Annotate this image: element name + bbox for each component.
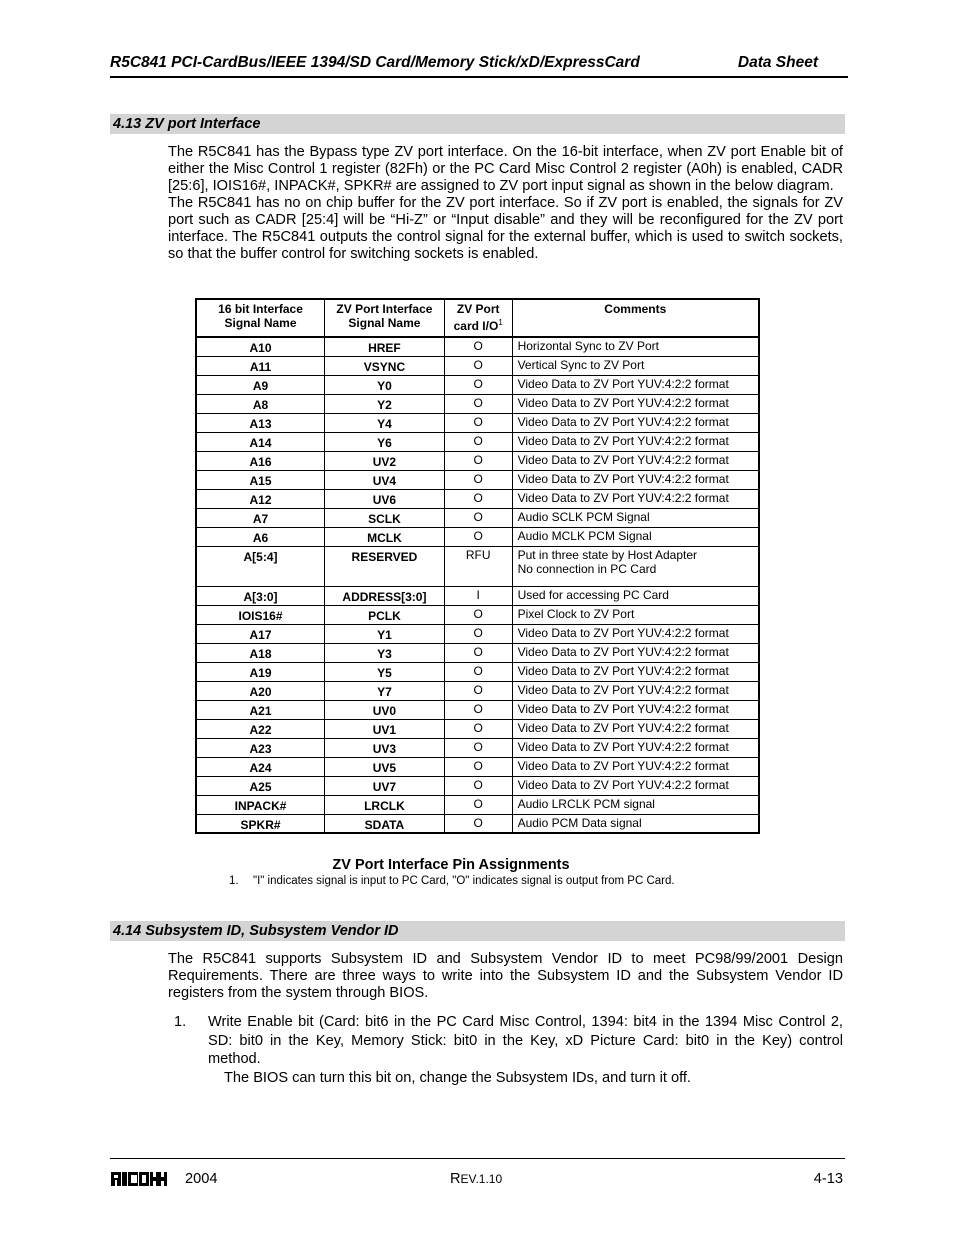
comment-cell: Audio MCLK PCM Signal [512, 527, 759, 546]
table-row [196, 508, 759, 527]
list-item-note: The BIOS can turn this bit on, change the Subsystem IDs, and turn it off. [224, 1069, 691, 1086]
io-cell: O [444, 700, 512, 719]
zv-signal-cell: UV6 [325, 489, 445, 508]
signal-16bit-cell: A8 [196, 394, 325, 413]
comment-cell: Video Data to ZV Port YUV:4:2:2 format [512, 719, 759, 738]
comment-cell: Video Data to ZV Port YUV:4:2:2 format [512, 413, 759, 432]
column-header: ZV Port card I/O$^1$ [444, 299, 512, 337]
comment-cell: Video Data to ZV Port YUV:4:2:2 format [512, 738, 759, 757]
zv-signal-cell: PCLK [325, 605, 445, 624]
zv-signal-cell: Y3 [325, 643, 445, 662]
signal-16bit-cell: A20 [196, 681, 325, 700]
comment-cell: Video Data to ZV Port YUV:4:2:2 format [512, 451, 759, 470]
signal-16bit-cell: A[3:0] [196, 586, 325, 605]
paragraph: The R5C841 has the Bypass type ZV port interface. On the 16-bit interface, when ZV port Enable bit of either the Misc Control 1 register (82Fh) or the PC Card Misc Control 2 register (A0h) is enabled, CADR [25:6], IOIS16#, INPACK#, SPKR# are assigned to ZV port input signal as shown in the below diagram. [168, 144, 843, 194]
zv-signal-cell: UV3 [325, 738, 445, 757]
comment-cell: Video Data to ZV Port YUV:4:2:2 format [512, 700, 759, 719]
paragraph: The R5C841 has no on chip buffer for the ZV port interface. So if ZV port is enabled, the signals for ZV port such as CADR [25:4] will be “Hi-Z” or “Input disable” and they will be reconfigured for the ZV port interface. The R5C841 outputs the control signal for the external buffer, which is used to switch sockets, so that the buffer control for switching sockets is enabled. [168, 195, 843, 262]
signal-16bit-cell: A15 [196, 470, 325, 489]
io-cell: O [444, 508, 512, 527]
table-row [196, 394, 759, 413]
table-row [196, 586, 759, 605]
table-row [196, 546, 759, 586]
io-cell: O [444, 470, 512, 489]
zv-signal-cell: Y2 [325, 394, 445, 413]
list-number: 1. [174, 1014, 187, 1030]
footer-year: 2004 [185, 1171, 218, 1187]
io-cell: O [444, 757, 512, 776]
comment-cell: Video Data to ZV Port YUV:4:2:2 format [512, 470, 759, 489]
zv-signal-cell: UV1 [325, 719, 445, 738]
ricoh-logo [110, 1171, 168, 1187]
comment-cell: Used for accessing PC Card [512, 586, 759, 605]
zv-signal-cell: LRCLK [325, 795, 445, 814]
comment-cell: Video Data to ZV Port YUV:4:2:2 format [512, 681, 759, 700]
io-cell: O [444, 451, 512, 470]
signal-16bit-cell: A7 [196, 508, 325, 527]
table-row [196, 776, 759, 795]
column-header: Comments [512, 299, 759, 337]
zv-signal-cell: RESERVED [325, 546, 445, 586]
zv-port-pin-table [195, 298, 760, 834]
signal-16bit-cell: A12 [196, 489, 325, 508]
document-type: Data Sheet [737, 54, 818, 71]
numbered-list [174, 1013, 843, 1087]
io-cell: O [444, 489, 512, 508]
signal-16bit-cell: A24 [196, 757, 325, 776]
zv-signal-cell: ADDRESS[3:0] [325, 586, 445, 605]
zv-signal-cell: HREF [325, 337, 445, 356]
comment-cell: Audio PCM Data signal [512, 814, 759, 833]
section-4-14-body [168, 951, 843, 1002]
signal-16bit-cell: A14 [196, 432, 325, 451]
io-cell: O [444, 605, 512, 624]
io-cell: RFU [444, 546, 512, 586]
signal-16bit-cell: A18 [196, 643, 325, 662]
table-row [196, 662, 759, 681]
io-cell: O [444, 795, 512, 814]
comment-cell: Video Data to ZV Port YUV:4:2:2 format [512, 394, 759, 413]
table-row [196, 738, 759, 757]
zv-signal-cell: Y4 [325, 413, 445, 432]
io-cell: O [444, 776, 512, 795]
signal-16bit-cell: A10 [196, 337, 325, 356]
io-cell: O [444, 624, 512, 643]
zv-signal-cell: SDATA [325, 814, 445, 833]
zv-signal-cell: Y6 [325, 432, 445, 451]
comment-cell: Horizontal Sync to ZV Port [512, 337, 759, 356]
section-heading-4-14: 4.14 Subsystem ID, Subsystem Vendor ID [110, 921, 845, 941]
zv-signal-cell: UV2 [325, 451, 445, 470]
io-cell: O [444, 719, 512, 738]
comment-cell: Put in three state by Host Adapter No connection in PC Card [512, 546, 759, 586]
table-row [196, 489, 759, 508]
signal-16bit-cell: IOIS16# [196, 605, 325, 624]
io-cell: O [444, 662, 512, 681]
zv-signal-cell: VSYNC [325, 356, 445, 375]
comment-cell: Video Data to ZV Port YUV:4:2:2 format [512, 489, 759, 508]
io-cell: O [444, 814, 512, 833]
io-cell: O [444, 681, 512, 700]
section-4-13-body [168, 144, 843, 263]
zv-signal-cell: Y0 [325, 375, 445, 394]
zv-signal-cell: UV5 [325, 757, 445, 776]
comment-cell: Audio SCLK PCM Signal [512, 508, 759, 527]
page-header [110, 54, 848, 78]
section-heading-4-13: 4.13 ZV port Interface [110, 114, 845, 134]
table-row [196, 356, 759, 375]
signal-16bit-cell: A9 [196, 375, 325, 394]
comment-cell: Pixel Clock to ZV Port [512, 605, 759, 624]
table-row [196, 700, 759, 719]
column-header: ZV Port Interface Signal Name [325, 299, 445, 337]
signal-16bit-cell: A13 [196, 413, 325, 432]
table-row [196, 605, 759, 624]
table-caption: ZV Port Interface Pin Assignments [332, 857, 570, 873]
table-row [196, 375, 759, 394]
io-cell: O [444, 356, 512, 375]
io-cell: O [444, 643, 512, 662]
table-row [196, 470, 759, 489]
comment-cell: Video Data to ZV Port YUV:4:2:2 format [512, 757, 759, 776]
table-row [196, 757, 759, 776]
signal-16bit-cell: A21 [196, 700, 325, 719]
document-title: R5C841 PCI-CardBus/IEEE 1394/SD Card/Memory Stick/xD/ExpressCard [110, 54, 640, 71]
signal-16bit-cell: A6 [196, 527, 325, 546]
paragraph: The R5C841 supports Subsystem ID and Subsystem Vendor ID to meet PC98/99/2001 Design Requirements. There are three ways to write into the Subsystem ID and the Subsystem Vendor ID registers from the system through BIOS. [168, 951, 843, 1001]
column-header: 16 bit Interface Signal Name [196, 299, 325, 337]
comment-cell: Video Data to ZV Port YUV:4:2:2 format [512, 375, 759, 394]
table-row [196, 814, 759, 833]
zv-signal-cell: UV4 [325, 470, 445, 489]
io-cell: I [444, 586, 512, 605]
comment-cell: Video Data to ZV Port YUV:4:2:2 format [512, 662, 759, 681]
zv-signal-cell: SCLK [325, 508, 445, 527]
table-row [196, 643, 759, 662]
zv-signal-cell: Y1 [325, 624, 445, 643]
page-number: 4-13 [813, 1171, 843, 1187]
signal-16bit-cell: A25 [196, 776, 325, 795]
io-cell: O [444, 527, 512, 546]
io-cell: O [444, 738, 512, 757]
table-row [196, 527, 759, 546]
signal-16bit-cell: A22 [196, 719, 325, 738]
table-row [196, 681, 759, 700]
signal-16bit-cell: A19 [196, 662, 325, 681]
zv-signal-cell: UV0 [325, 700, 445, 719]
comment-cell: Audio LRCLK PCM signal [512, 795, 759, 814]
table-row [196, 413, 759, 432]
page-footer [110, 1158, 845, 1199]
zv-signal-cell: MCLK [325, 527, 445, 546]
signal-16bit-cell: INPACK# [196, 795, 325, 814]
signal-16bit-cell: SPKR# [196, 814, 325, 833]
io-cell: O [444, 375, 512, 394]
signal-16bit-cell: A11 [196, 356, 325, 375]
table-row [196, 451, 759, 470]
list-item: Write Enable bit (Card: bit6 in the PC Card Misc Control, 1394: bit4 in the 1394 Misc Control 2, SD: bit0 in the Key, Memory Stick: bit0 in the Key, xD Picture Card: bit0 in the Key) control method. [208, 1014, 843, 1067]
signal-16bit-cell: A[5:4] [196, 546, 325, 586]
comment-cell: Video Data to ZV Port YUV:4:2:2 format [512, 624, 759, 643]
table-header-row [196, 299, 759, 337]
signal-16bit-cell: A16 [196, 451, 325, 470]
signal-16bit-cell: A17 [196, 624, 325, 643]
signal-16bit-cell: A23 [196, 738, 325, 757]
table-row [196, 624, 759, 643]
io-cell: O [444, 432, 512, 451]
table-row [196, 337, 759, 356]
table-row [196, 795, 759, 814]
comment-cell: Video Data to ZV Port YUV:4:2:2 format [512, 643, 759, 662]
comment-cell: Video Data to ZV Port YUV:4:2:2 format [512, 432, 759, 451]
comment-cell: Video Data to ZV Port YUV:4:2:2 format [512, 776, 759, 795]
footer-revision: REV.1.10 [450, 1171, 503, 1187]
zv-signal-cell: Y7 [325, 681, 445, 700]
zv-signal-cell: UV7 [325, 776, 445, 795]
io-cell: O [444, 394, 512, 413]
table-row [196, 719, 759, 738]
io-cell: O [444, 337, 512, 356]
comment-cell: Vertical Sync to ZV Port [512, 356, 759, 375]
table-row [196, 432, 759, 451]
io-cell: O [444, 413, 512, 432]
zv-signal-cell: Y5 [325, 662, 445, 681]
